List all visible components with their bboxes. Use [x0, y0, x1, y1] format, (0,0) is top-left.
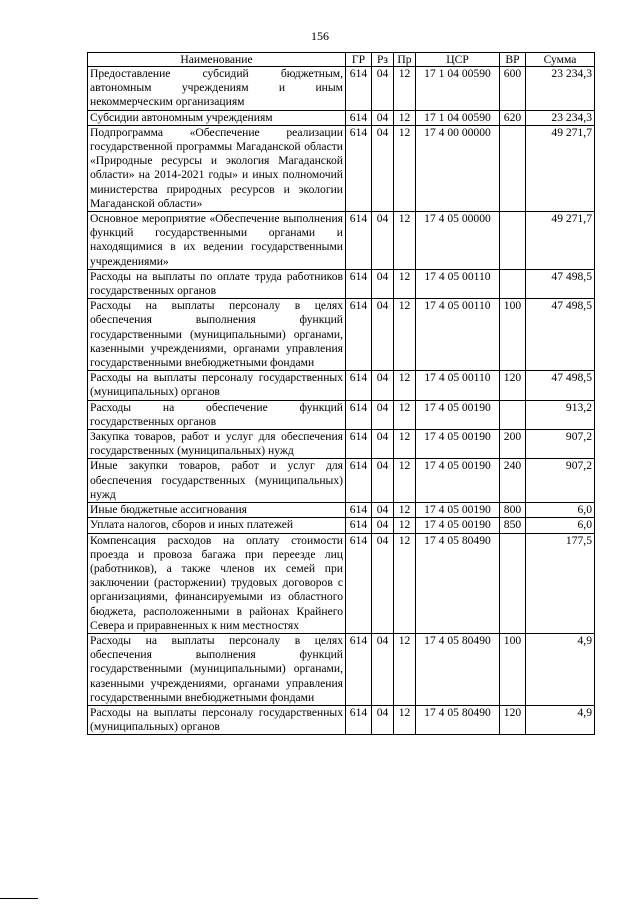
header-rz: Рз: [372, 53, 394, 67]
cell-name: Уплата налогов, сборов и иных платежей: [88, 518, 346, 533]
cell-pr: 12: [394, 212, 416, 270]
cell-name: Расходы на выплаты персоналу государственных (муниципальных) органов: [88, 705, 346, 734]
cell-sum: 6,0: [526, 518, 595, 533]
cell-rz: 04: [372, 503, 394, 518]
cell-vr: 800: [500, 503, 526, 518]
cell-name: Расходы на выплаты по оплате труда работников государственных органов: [88, 269, 346, 298]
cell-rz: 04: [372, 533, 394, 633]
cell-sum: 49 271,7: [526, 212, 595, 270]
table-row: [88, 430, 595, 459]
cell-vr: [500, 269, 526, 298]
cell-name: Субсидии автономным учреждениям: [88, 110, 346, 125]
cell-vr: 100: [500, 299, 526, 371]
header-pr: Пр: [394, 53, 416, 67]
cell-gr: 614: [346, 518, 372, 533]
cell-name: Закупка товаров, работ и услуг для обеспечения государственных (муниципальных) нужд: [88, 430, 346, 459]
cell-name: Основное мероприятие «Обеспечение выполнения функций государственными органами и находящимися в их ведении государственными учреждениями»: [88, 212, 346, 270]
cell-pr: 12: [394, 269, 416, 298]
cell-csr: 17 1 04 00590: [416, 110, 500, 125]
cell-pr: 12: [394, 400, 416, 429]
cell-csr: 17 4 05 00190: [416, 400, 500, 429]
table-row: [88, 269, 595, 298]
cell-name: Расходы на выплаты персоналу государственных (муниципальных) органов: [88, 371, 346, 400]
cell-gr: 614: [346, 212, 372, 270]
cell-name: Подпрограмма «Обеспечение реализации государственной программы Магаданской области «Природные ресурсы и экология Магаданской области» на 2014-2021 годы» и иных полномочий министерства природных ресурсов и экологии Магаданской области»: [88, 125, 346, 211]
page-number: 156: [311, 29, 329, 43]
header-gr: ГР: [346, 53, 372, 67]
cell-gr: 614: [346, 705, 372, 734]
cell-gr: 614: [346, 459, 372, 503]
cell-sum: 49 271,7: [526, 125, 595, 211]
cell-rz: 04: [372, 371, 394, 400]
cell-pr: 12: [394, 371, 416, 400]
cell-csr: 17 4 05 00110: [416, 371, 500, 400]
cell-csr: 17 4 05 80490: [416, 533, 500, 633]
cell-pr: 12: [394, 125, 416, 211]
cell-csr: 17 4 05 00110: [416, 299, 500, 371]
cell-rz: 04: [372, 110, 394, 125]
cell-vr: 620: [500, 110, 526, 125]
table-row: [88, 125, 595, 211]
cell-sum: 23 234,3: [526, 110, 595, 125]
cell-pr: 12: [394, 533, 416, 633]
cell-rz: 04: [372, 430, 394, 459]
header-vr: ВР: [500, 53, 526, 67]
cell-csr: 17 4 05 00000: [416, 212, 500, 270]
cell-sum: 913,2: [526, 400, 595, 429]
cell-csr: 17 4 05 00190: [416, 430, 500, 459]
cell-gr: 614: [346, 371, 372, 400]
table-row: [88, 518, 595, 533]
cell-gr: 614: [346, 533, 372, 633]
cell-sum: 907,2: [526, 430, 595, 459]
cell-pr: 12: [394, 518, 416, 533]
table-row: [88, 503, 595, 518]
cell-pr: 12: [394, 299, 416, 371]
cell-name: Расходы на выплаты персоналу в целях обеспечения выполнения функций государственными (муниципальными) органами, казенными учреждениями, органами управления государственными внебюджетными фондами: [88, 299, 346, 371]
cell-sum: 907,2: [526, 459, 595, 503]
cell-pr: 12: [394, 67, 416, 111]
cell-sum: 47 498,5: [526, 269, 595, 298]
cell-pr: 12: [394, 503, 416, 518]
cell-rz: 04: [372, 459, 394, 503]
cell-sum: 4,9: [526, 705, 595, 734]
cell-gr: 614: [346, 430, 372, 459]
table-row: [88, 533, 595, 633]
cell-name: Иные закупки товаров, работ и услуг для обеспечения государственных (муниципальных) нужд: [88, 459, 346, 503]
cell-vr: 850: [500, 518, 526, 533]
cell-name: Расходы на выплаты персоналу в целях обеспечения выполнения функций государственными (муниципальными) органами, казенными учреждениями, органами управления государственными внебюджетными фондами: [88, 633, 346, 705]
cell-gr: 614: [346, 503, 372, 518]
cell-name: Предоставление субсидий бюджетным, автономным учреждениям и иным некоммерческим организациям: [88, 67, 346, 111]
table-row: [88, 633, 595, 705]
cell-rz: 04: [372, 400, 394, 429]
cell-vr: [500, 533, 526, 633]
cell-sum: 177,5: [526, 533, 595, 633]
cell-rz: 04: [372, 518, 394, 533]
cell-csr: 17 4 05 00110: [416, 269, 500, 298]
header-name: Наименование: [88, 53, 346, 67]
cell-pr: 12: [394, 110, 416, 125]
cell-gr: 614: [346, 269, 372, 298]
cell-csr: 17 4 00 00000: [416, 125, 500, 211]
cell-vr: 120: [500, 371, 526, 400]
cell-vr: [500, 212, 526, 270]
cell-gr: 614: [346, 125, 372, 211]
cell-pr: 12: [394, 459, 416, 503]
cell-csr: 17 4 05 80490: [416, 633, 500, 705]
cell-vr: 600: [500, 67, 526, 111]
cell-sum: 23 234,3: [526, 67, 595, 111]
cell-gr: 614: [346, 110, 372, 125]
cell-vr: 240: [500, 459, 526, 503]
cell-name: Иные бюджетные ассигнования: [88, 503, 346, 518]
cell-sum: 4,9: [526, 633, 595, 705]
header-sum: Сумма: [526, 53, 595, 67]
cell-gr: 614: [346, 299, 372, 371]
table-header-row: [88, 53, 595, 67]
header-csr: ЦСР: [416, 53, 500, 67]
cell-sum: 47 498,5: [526, 371, 595, 400]
cell-pr: 12: [394, 430, 416, 459]
budget-table: [87, 52, 595, 735]
cell-rz: 04: [372, 705, 394, 734]
cell-rz: 04: [372, 633, 394, 705]
cell-rz: 04: [372, 67, 394, 111]
cell-gr: 614: [346, 400, 372, 429]
table-row: [88, 459, 595, 503]
cell-vr: [500, 125, 526, 211]
cell-vr: 120: [500, 705, 526, 734]
cell-vr: [500, 400, 526, 429]
cell-vr: 100: [500, 633, 526, 705]
cell-csr: 17 4 05 80490: [416, 705, 500, 734]
cell-csr: 17 4 05 00190: [416, 503, 500, 518]
table-row: [88, 400, 595, 429]
cell-rz: 04: [372, 269, 394, 298]
cell-csr: 17 4 05 00190: [416, 518, 500, 533]
table-row: [88, 299, 595, 371]
cell-name: Расходы на обеспечение функций государственных органов: [88, 400, 346, 429]
cell-pr: 12: [394, 705, 416, 734]
cell-vr: 200: [500, 430, 526, 459]
cell-pr: 12: [394, 633, 416, 705]
table-row: [88, 67, 595, 111]
cell-rz: 04: [372, 212, 394, 270]
corner-rule: [0, 898, 38, 899]
cell-sum: 6,0: [526, 503, 595, 518]
cell-gr: 614: [346, 633, 372, 705]
table-row: [88, 212, 595, 270]
cell-name: Компенсация расходов на оплату стоимости проезда и провоза багажа при переезде лиц (работников), а также членов их семей при заключении (расторжении) трудовых договоров с организациями, финансируемыми из областного бюджета, расположенными в районах Крайнего Севера и приравненных к ним местностях: [88, 533, 346, 633]
cell-gr: 614: [346, 67, 372, 111]
cell-csr: 17 1 04 00590: [416, 67, 500, 111]
table-row: [88, 110, 595, 125]
table-row: [88, 705, 595, 734]
cell-rz: 04: [372, 125, 394, 211]
cell-sum: 47 498,5: [526, 299, 595, 371]
cell-rz: 04: [372, 299, 394, 371]
table-row: [88, 371, 595, 400]
cell-csr: 17 4 05 00190: [416, 459, 500, 503]
